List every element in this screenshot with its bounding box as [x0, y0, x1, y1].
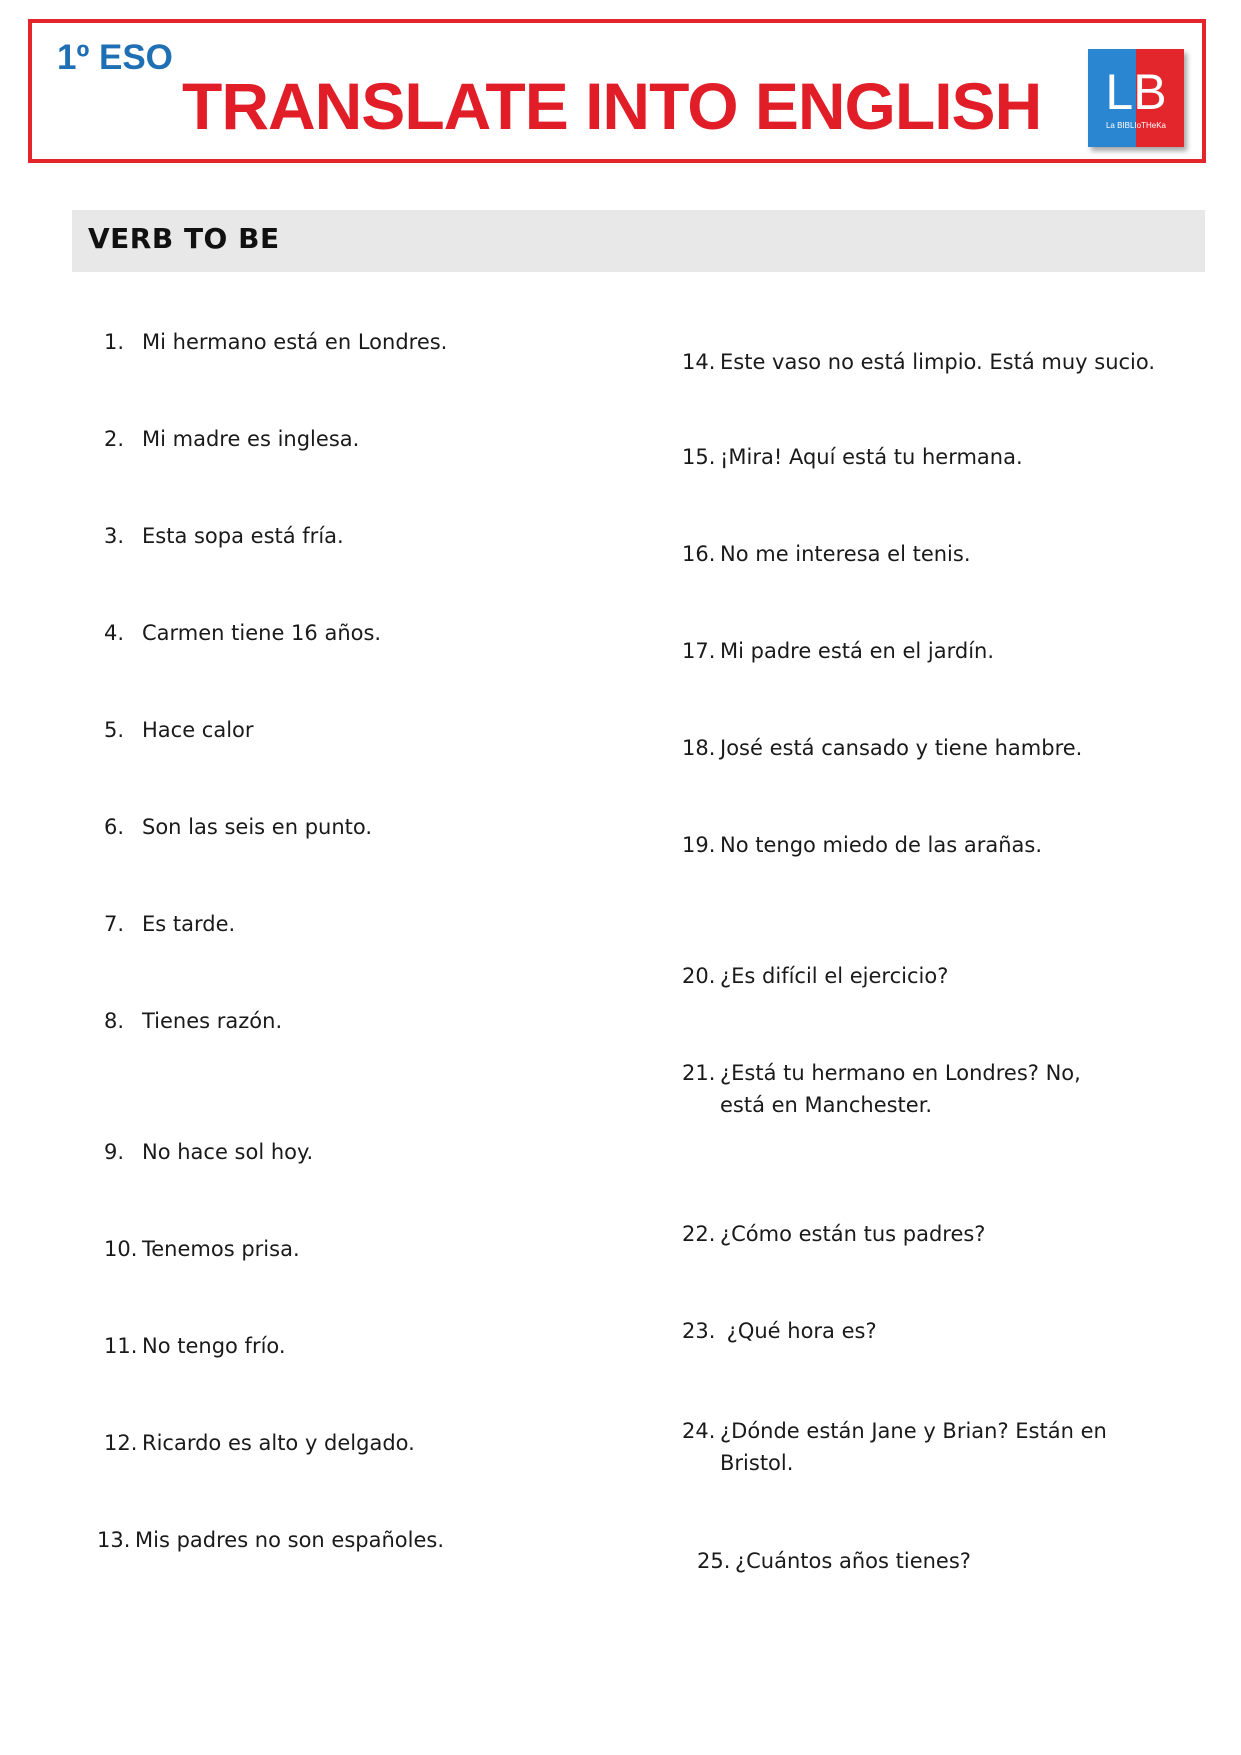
exercise-item-23 [682, 1315, 877, 1347]
item-text: Hace calor [142, 718, 254, 742]
item-number: 7. [104, 912, 125, 936]
item-text: Son las seis en punto. [142, 815, 373, 839]
item-number: 1. [104, 330, 125, 354]
item-text: Carmen tiene 16 años. [142, 621, 382, 645]
item-number: 12. [104, 1431, 138, 1455]
exercise-item-3 [104, 520, 344, 552]
exercise-item-19 [682, 829, 1042, 861]
item-text: No me interesa el tenis. [720, 542, 971, 566]
item-number: 23. [682, 1319, 716, 1343]
exercise-item-4 [104, 617, 381, 649]
course-level: 1º ESO [57, 38, 173, 77]
exercise-item-11 [104, 1330, 286, 1362]
item-text: ¿Cómo están tus padres? [720, 1222, 986, 1246]
item-text: Mi padre está en el jardín. [720, 639, 995, 663]
item-text: Este vaso no está limpio. Está muy sucio. [720, 350, 1156, 374]
exercise-item-14 [682, 346, 1155, 378]
item-number: 15. [682, 445, 716, 469]
item-number: 22. [682, 1222, 716, 1246]
item-number: 11. [104, 1334, 138, 1358]
item-number: 18. [682, 736, 716, 760]
item-number: 5. [104, 718, 125, 742]
item-text: Mis padres no son españoles. [135, 1528, 445, 1552]
exercise-item-15 [682, 441, 1023, 473]
item-number: 9. [104, 1140, 125, 1164]
exercise-item-8 [104, 1005, 282, 1037]
item-number: 21. [682, 1061, 716, 1085]
item-text: José está cansado y tiene hambre. [720, 736, 1083, 760]
item-text: Esta sopa está fría. [142, 524, 344, 548]
item-number: 16. [682, 542, 716, 566]
item-text: No tengo frío. [142, 1334, 286, 1358]
exercise-item-22 [682, 1218, 985, 1250]
item-text: ¿Está tu hermano en Londres? No, [720, 1061, 1081, 1085]
exercise-item-20 [682, 960, 948, 992]
exercise-item-1 [104, 326, 447, 358]
exercise-item-5 [104, 714, 254, 746]
item-text-continuation: Bristol. [720, 1451, 794, 1475]
exercise-item-18 [682, 732, 1082, 764]
item-text: ¡Mira! Aquí está tu hermana. [720, 445, 1023, 469]
item-number: 8. [104, 1009, 125, 1033]
exercise-item-24 [682, 1415, 1107, 1479]
item-text: Mi hermano está en Londres. [142, 330, 448, 354]
logo-caption: La BIBLIoTHeKa [1105, 121, 1167, 130]
item-text: ¿Es difícil el ejercicio? [720, 964, 949, 988]
item-text: ¿Cuántos años tienes? [735, 1549, 971, 1573]
item-number: 10. [104, 1237, 138, 1261]
item-number: 20. [682, 964, 716, 988]
item-text-continuation: está en Manchester. [720, 1093, 933, 1117]
exercise-item-10 [104, 1233, 300, 1265]
page-title: TRANSLATE INTO ENGLISH [182, 69, 1042, 143]
item-number: 6. [104, 815, 125, 839]
exercise-item-2 [104, 423, 359, 455]
exercise-item-21 [682, 1057, 1081, 1121]
item-text: Tenemos prisa. [142, 1237, 300, 1261]
item-text: No hace sol hoy. [142, 1140, 314, 1164]
item-text: Es tarde. [142, 912, 236, 936]
section-title: VERB TO BE [88, 222, 280, 255]
exercise-item-7 [104, 908, 235, 940]
exercise-item-13 [97, 1524, 444, 1556]
item-text: ¿Qué hora es? [720, 1319, 877, 1343]
exercise-item-17 [682, 635, 994, 667]
item-number: 3. [104, 524, 125, 548]
la-bibliotheka-logo [1088, 49, 1184, 147]
item-number: 14. [682, 350, 716, 374]
item-number: 4. [104, 621, 125, 645]
item-number: 13. [97, 1528, 131, 1552]
item-number: 19. [682, 833, 716, 857]
item-number: 24. [682, 1419, 716, 1443]
item-text: No tengo miedo de las arañas. [720, 833, 1043, 857]
exercise-item-16 [682, 538, 971, 570]
item-text: ¿Dónde están Jane y Brian? Están en [720, 1419, 1107, 1443]
logo-letters: LB [1105, 64, 1167, 120]
item-number: 17. [682, 639, 716, 663]
exercise-item-9 [104, 1136, 313, 1168]
exercise-item-6 [104, 811, 372, 843]
exercise-item-12 [104, 1427, 415, 1459]
item-number: 25. [697, 1549, 731, 1573]
item-number: 2. [104, 427, 125, 451]
item-text: Mi madre es inglesa. [142, 427, 360, 451]
item-text: Tienes razón. [142, 1009, 283, 1033]
item-text: Ricardo es alto y delgado. [142, 1431, 415, 1455]
exercise-item-25 [697, 1545, 971, 1577]
